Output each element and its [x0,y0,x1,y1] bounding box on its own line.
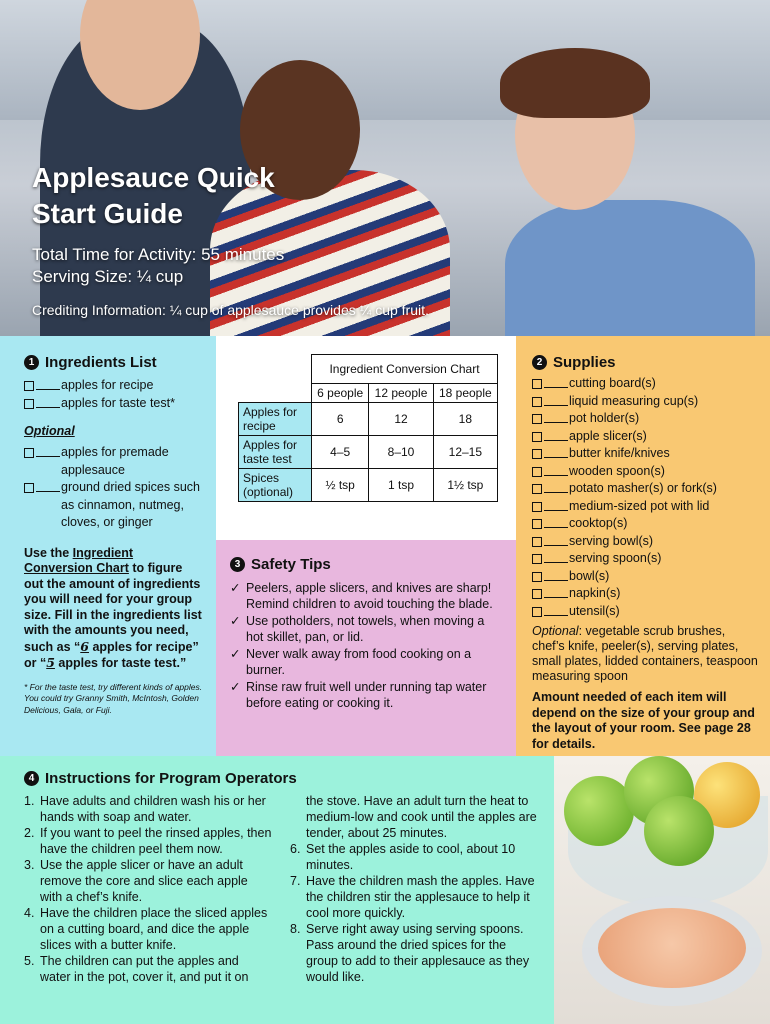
supplies-panel [516,336,770,756]
supply-item: bowl(s) [532,568,760,586]
checkmark-icon: ✓ [230,647,241,661]
chart-column-header: 6 people [312,384,369,403]
checkbox-icon[interactable] [24,483,34,493]
chart-cell: 6 [312,403,369,436]
chart-cell: 12–15 [433,436,497,469]
chart-row [239,403,498,436]
quantity-blank[interactable] [544,533,568,546]
checkbox-icon[interactable] [532,572,542,582]
step-number: 6. [290,842,301,856]
instruction-step: 5. The children can put the apples and water in the pot, cover it, and put it on [24,954,249,984]
chart-row [239,436,498,469]
total-time: Total Time for Activity: 55 minutes [32,245,285,264]
ingredient-item: apples for taste test* [24,395,204,413]
chart-title: Ingredient Conversion Chart [312,355,498,384]
step-number-badge: 3 [230,557,245,572]
crediting-info: Crediting Information: ¼ cup of applesauce provides ¼ cup fruit. [32,302,429,318]
chart-cell: 1 tsp [369,469,433,502]
supply-item: pot holder(s) [532,410,760,428]
checkbox-icon[interactable] [532,449,542,459]
step-number: 2. [24,826,35,840]
supply-item: cooktop(s) [532,515,760,533]
supply-item: liquid measuring cup(s) [532,393,760,411]
quantity-blank[interactable] [544,428,568,441]
chart-cell: 8–10 [369,436,433,469]
checkmark-icon: ✓ [230,581,241,595]
quantity-blank[interactable] [544,375,568,388]
conversion-chart-table [238,354,498,502]
checkbox-icon[interactable] [532,379,542,389]
conversion-chart-reference: Ingredient Conversion Chart [24,545,134,575]
supply-item: utensil(s) [532,603,760,621]
supplies-heading: 2 Supplies [532,354,760,371]
step-number: 1. [24,794,35,808]
checkmark-icon: ✓ [230,680,241,694]
chart-cell: ½ tsp [312,469,369,502]
instruction-step: 3. Use the apple slicer or have an adult remove the core and slice each apple with a chef’s knife. [24,858,248,904]
ingredients-heading: 1 Ingredients List [24,354,204,371]
optional-label: Optional [24,424,75,438]
quantity-blank[interactable] [544,410,568,423]
supply-item: cutting board(s) [532,375,760,393]
instructions-heading: 4 Instructions for Program Operators [24,770,538,787]
supply-item: potato masher(s) or fork(s) [532,480,760,498]
applesauce [598,908,746,988]
instruction-step: 4. Have the children place the sliced apples on a cutting board, and dice the apple slices with a butter knife. [24,906,268,952]
chart-cell: 12 [369,403,433,436]
instruction-step: 8. Serve right away using serving spoons. Pass around the dried spices for the group to add to their applesauce as they would like. [290,922,530,984]
checkbox-icon[interactable] [532,467,542,477]
instruction-step: 2. If you want to peel the rinsed apples, then have the children peel them now. [24,826,272,856]
safety-tip: ✓ Use potholders, not towels, when moving a hot skillet, pan, or lid. [230,614,485,644]
step-number: 5. [24,954,35,968]
instruction-continuation: the stove. Have an adult turn the heat to medium-low and cook until the apples are tender, about 25 minutes. [306,794,537,840]
quantity-blank[interactable] [544,498,568,511]
checkbox-icon[interactable] [532,397,542,407]
optional-supplies: Optional: vegetable scrub brushes, chef’s knife, peeler(s), serving plates, small plates, lidded containers, teaspoon measuring spoon [532,624,758,683]
step-number: 8. [290,922,301,936]
ingredients-panel [0,336,216,756]
guide-title: Applesauce Quick Start Guide [32,162,275,229]
girl-figure [505,200,755,336]
chart-row-label: Spices (optional) [239,469,312,502]
activity-info [32,244,284,288]
checkbox-icon[interactable] [24,381,34,391]
amount-note: Amount needed of each item will depend on the size of your group and the layout of your room. See page 28 for details. [532,690,755,751]
step-number: 7. [290,874,301,888]
safety-tips-list [230,581,502,711]
quantity-blank[interactable] [544,445,568,458]
chart-cell: 4–5 [312,436,369,469]
optional-ingredient-item: ground dried spices such as cinnamon, nutmeg, cloves, or ginger [24,479,204,532]
chart-row-label: Apples for taste test [239,436,312,469]
supplies-checklist [532,375,760,620]
step-number-badge: 2 [532,355,547,370]
quantity-blank[interactable] [36,444,60,457]
safety-panel [216,540,516,756]
step-number-badge: 4 [24,771,39,786]
quantity-blank[interactable] [544,603,568,616]
conversion-chart-panel [216,336,516,540]
optional-ingredient-item: apples for premade applesauce [24,444,204,479]
handwritten-amount: 5 [46,655,55,670]
serving-size: Serving Size: ¼ cup [32,267,184,286]
checkbox-icon[interactable] [532,502,542,512]
chart-row-label: Apples for recipe [239,403,312,436]
safety-heading: 3 Safety Tips [230,556,502,573]
instruction-step: 7. Have the children mash the apples. Have the children stir the applesauce to help it cool more quickly. [290,874,535,920]
supply-item: apple slicer(s) [532,428,760,446]
checkbox-icon[interactable] [532,554,542,564]
ingredient-item: apples for recipe [24,377,204,395]
checkbox-icon[interactable] [532,537,542,547]
instruction-step: 1. Have adults and children wash his or her hands with soap and water. [24,794,266,824]
handwritten-amount: 6 [80,638,89,654]
taste-test-footnote: * For the taste test, try different kinds of apples. You could try Granny Smith, McIntosh, Golden Delicious, Gala, or Fuji. [24,681,203,715]
checkbox-icon[interactable] [24,399,34,409]
step-number: 3. [24,858,35,872]
quantity-blank[interactable] [544,463,568,476]
quantity-blank[interactable] [544,480,568,493]
chart-cell: 1½ tsp [433,469,497,502]
checkbox-icon[interactable] [532,519,542,529]
checkbox-icon[interactable] [532,432,542,442]
checkbox-icon[interactable] [532,484,542,494]
green-apple [644,796,714,866]
quantity-blank[interactable] [544,393,568,406]
checkbox-icon[interactable] [532,607,542,617]
checkmark-icon: ✓ [230,614,241,628]
safety-tip: ✓ Rinse raw fruit well under running tap water before eating or cooking it. [230,680,487,710]
chart-column-header: 12 people [369,384,433,403]
conversion-instructions: Use the Ingredient Conversion Chart to figure out the amount of ingredients you will need for your group size. Fill in the ingredients list with the amounts you need, such as “6 apples for recipe” or “5 apples for taste test.” [24,545,202,670]
instruction-list-left [24,793,272,985]
supply-item: wooden spoon(s) [532,463,760,481]
chart-column-header: 18 people [433,384,497,403]
supply-item: serving bowl(s) [532,533,760,551]
quantity-blank[interactable] [544,550,568,563]
quantity-blank[interactable] [36,395,60,408]
safety-tip: ✓ Never walk away from food cooking on a burner. [230,647,472,677]
instruction-list-right [290,793,538,985]
optional-ingredients-checklist [24,444,204,532]
instruction-columns [24,793,538,985]
chart-row [239,469,498,502]
instruction-step: 6. Set the apples aside to cool, about 10 minutes. [290,842,516,872]
hero-photo [0,0,770,336]
ingredients-checklist [24,377,204,412]
instructions-panel [0,756,554,1024]
chart-cell: 18 [433,403,497,436]
step-number-badge: 1 [24,355,39,370]
safety-tip: ✓ Peelers, apple slicers, and knives are sharp! Remind children to avoid touching the blade. [230,581,493,611]
quantity-blank[interactable] [36,479,60,492]
checkbox-icon[interactable] [532,414,542,424]
quantity-blank[interactable] [544,568,568,581]
supply-item: medium-sized pot with lid [532,498,760,516]
quantity-blank[interactable] [544,515,568,528]
supply-item: butter knife/knives [532,445,760,463]
checkbox-icon[interactable] [24,448,34,458]
checkbox-icon[interactable] [532,589,542,599]
quantity-blank[interactable] [544,585,568,598]
step-number: 4. [24,906,35,920]
applesauce-photo [554,756,770,1024]
supply-item: napkin(s) [532,585,760,603]
quantity-blank[interactable] [36,377,60,390]
supply-item: serving spoon(s) [532,550,760,568]
girl-hair [500,48,650,118]
